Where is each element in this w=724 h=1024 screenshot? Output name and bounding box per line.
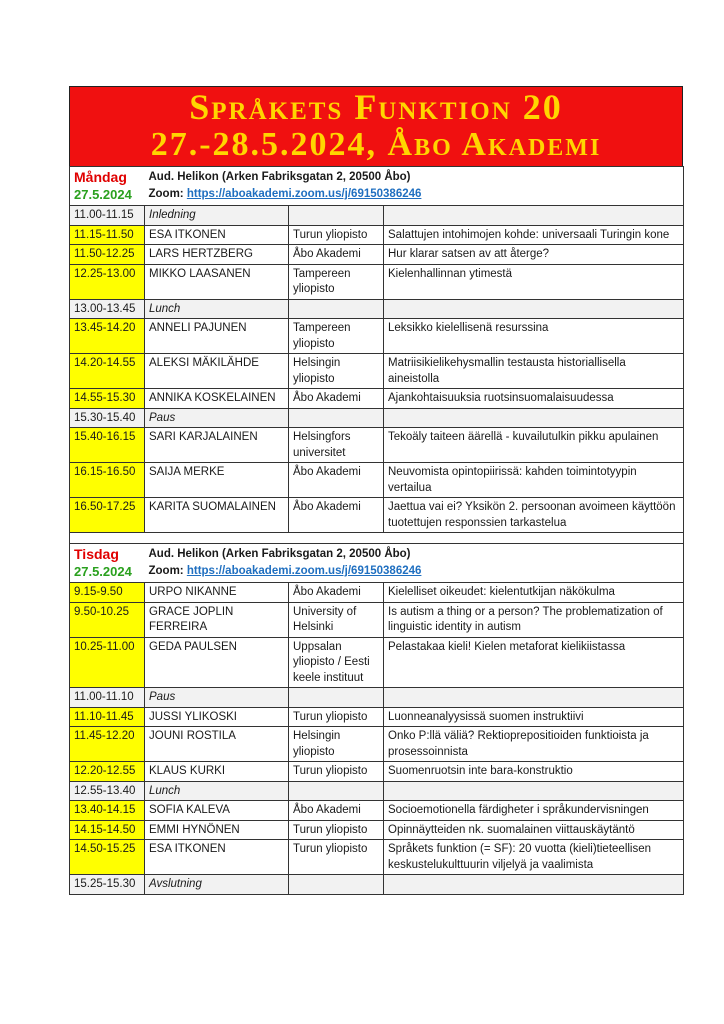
break-label: Inledning (145, 206, 289, 226)
day-label-cell (70, 544, 145, 583)
speaker-name: ALEKSI MÄKILÄHDE (145, 354, 289, 389)
talk-title: Språkets funktion (= SF): 20 vuotta (kieli)tieteellisen keskustelukulttuurin viljelyä ja vaalimista (384, 840, 684, 875)
talk-row (70, 840, 684, 875)
day-header (70, 167, 684, 206)
affiliation: Tampereen yliopisto (289, 319, 384, 354)
talk-title: Pelastakaa kieli! Kielen metaforat kielikiistassa (384, 637, 684, 688)
zoom-link[interactable]: https://aboakademi.zoom.us/j/69150386246 (186, 565, 422, 577)
speaker-name: SOFIA KALEVA (145, 801, 289, 821)
affiliation: Åbo Akademi (289, 583, 384, 603)
affiliation: Åbo Akademi (289, 389, 384, 409)
speaker-name: JUSSI YLIKOSKI (145, 707, 289, 727)
affiliation (289, 206, 384, 226)
day-venue-cell (145, 167, 684, 206)
banner-subtitle: 27.-28.5.2024, Åbo Akademi (150, 126, 602, 163)
zoom-label: Zoom: (148, 188, 184, 200)
talk-row (70, 264, 684, 299)
affiliation: Uppsalan yliopisto / Eesti keele instituut (289, 637, 384, 688)
speaker-name: GEDA PAULSEN (145, 637, 289, 688)
break-row (70, 688, 684, 708)
break-row (70, 299, 684, 319)
time-cell: 14.50-15.25 (70, 840, 145, 875)
speaker-name: KARITA SUOMALAINEN (145, 498, 289, 533)
time-cell: 14.15-14.50 (70, 820, 145, 840)
break-label: Paus (145, 688, 289, 708)
time-cell: 10.25-11.00 (70, 637, 145, 688)
program-page (69, 86, 683, 895)
time-cell: 13.00-13.45 (70, 299, 145, 319)
day-date: 27.5.2024 (74, 187, 132, 202)
talk-row (70, 583, 684, 603)
time-cell: 12.25-13.00 (70, 264, 145, 299)
speaker-name: ESA ITKONEN (145, 225, 289, 245)
talk-title: Kielelliset oikeudet: kielentutkijan näkökulma (384, 583, 684, 603)
zoom-label: Zoom: (148, 565, 184, 577)
talk-title: Socioemotionella färdigheter i språkundervisningen (384, 801, 684, 821)
talk-row (70, 428, 684, 463)
affiliation: Åbo Akademi (289, 245, 384, 265)
time-cell: 15.40-16.15 (70, 428, 145, 463)
talk-row (70, 389, 684, 409)
time-cell: 13.45-14.20 (70, 319, 145, 354)
speaker-name: MIKKO LAASANEN (145, 264, 289, 299)
program-banner (69, 86, 683, 166)
time-cell: 11.10-11.45 (70, 707, 145, 727)
talk-row (70, 225, 684, 245)
talk-title (384, 299, 684, 319)
day-header (70, 544, 684, 583)
break-label: Avslutning (145, 875, 289, 895)
talk-row (70, 354, 684, 389)
talk-row (70, 727, 684, 762)
day-spacer (70, 533, 684, 544)
affiliation: Helsingfors universitet (289, 428, 384, 463)
time-cell: 9.50-10.25 (70, 602, 145, 637)
schedule-body (70, 167, 684, 895)
talk-row (70, 498, 684, 533)
speaker-name: ANNIKA KOSKELAINEN (145, 389, 289, 409)
affiliation: Turun yliopisto (289, 840, 384, 875)
affiliation: University of Helsinki (289, 602, 384, 637)
speaker-name: EMMI HYNÖNEN (145, 820, 289, 840)
speaker-name: SAIJA MERKE (145, 463, 289, 498)
talk-row (70, 463, 684, 498)
talk-title: Leksikko kielellisenä resurssina (384, 319, 684, 354)
time-cell: 13.40-14.15 (70, 801, 145, 821)
zoom-link[interactable]: https://aboakademi.zoom.us/j/69150386246 (186, 188, 422, 200)
break-row (70, 408, 684, 428)
day-venue-cell (145, 544, 684, 583)
affiliation: Åbo Akademi (289, 801, 384, 821)
affiliation: Åbo Akademi (289, 498, 384, 533)
time-cell: 12.20-12.55 (70, 762, 145, 782)
talk-row (70, 245, 684, 265)
break-row (70, 875, 684, 895)
affiliation: Helsingin yliopisto (289, 727, 384, 762)
talk-row (70, 637, 684, 688)
speaker-name: ANNELI PAJUNEN (145, 319, 289, 354)
talk-row (70, 319, 684, 354)
day-name: Måndag (74, 169, 127, 185)
day-date: 27.5.2024 (74, 564, 132, 579)
talk-title: Hur klarar satsen av att återge? (384, 245, 684, 265)
talk-title: Onko P:llä väliä? Rektioprepositioiden funktioista ja prosessoinnista (384, 727, 684, 762)
affiliation: Helsingin yliopisto (289, 354, 384, 389)
speaker-name: GRACE JOPLIN FERREIRA (145, 602, 289, 637)
talk-title: Suomenruotsin inte bara-konstruktio (384, 762, 684, 782)
affiliation (289, 781, 384, 801)
speaker-name: URPO NIKANNE (145, 583, 289, 603)
speaker-name: KLAUS KURKI (145, 762, 289, 782)
talk-title (384, 688, 684, 708)
talk-title (384, 206, 684, 226)
venue-text: Aud. Helikon (Arken Fabriksgatan 2, 20500 Åbo) (148, 548, 411, 560)
time-cell: 11.45-12.20 (70, 727, 145, 762)
speaker-name: JOUNI ROSTILA (145, 727, 289, 762)
talk-title: Salattujen intohimojen kohde: universaali Turingin kone (384, 225, 684, 245)
zoom-line (149, 186, 680, 203)
talk-title: Matriisikielikehysmallin testausta historiallisella aineistolla (384, 354, 684, 389)
time-cell: 12.55-13.40 (70, 781, 145, 801)
break-row (70, 781, 684, 801)
day-label-cell (70, 167, 145, 206)
affiliation: Turun yliopisto (289, 707, 384, 727)
talk-row (70, 707, 684, 727)
talk-title (384, 875, 684, 895)
time-cell: 14.55-15.30 (70, 389, 145, 409)
time-cell: 15.30-15.40 (70, 408, 145, 428)
time-cell: 9.15-9.50 (70, 583, 145, 603)
talk-title: Tekoäly taiteen äärellä - kuvailutulkin pikku apulainen (384, 428, 684, 463)
talk-row (70, 801, 684, 821)
break-label: Paus (145, 408, 289, 428)
speaker-name: LARS HERTZBERG (145, 245, 289, 265)
affiliation (289, 688, 384, 708)
speaker-name: SARI KARJALAINEN (145, 428, 289, 463)
spacer-cell (70, 533, 684, 544)
talk-title (384, 408, 684, 428)
time-cell: 16.50-17.25 (70, 498, 145, 533)
talk-title (384, 781, 684, 801)
time-cell: 16.15-16.50 (70, 463, 145, 498)
day-name: Tisdag (74, 546, 119, 562)
talk-row (70, 602, 684, 637)
affiliation: Turun yliopisto (289, 820, 384, 840)
speaker-name: ESA ITKONEN (145, 840, 289, 875)
affiliation (289, 299, 384, 319)
talk-row (70, 820, 684, 840)
affiliation (289, 408, 384, 428)
time-cell: 11.00-11.10 (70, 688, 145, 708)
time-cell: 15.25-15.30 (70, 875, 145, 895)
talk-title: Kielenhallinnan ytimestä (384, 264, 684, 299)
affiliation: Åbo Akademi (289, 463, 384, 498)
zoom-line (149, 563, 680, 580)
time-cell: 11.15-11.50 (70, 225, 145, 245)
break-label: Lunch (145, 299, 289, 319)
talk-title: Opinnäytteiden nk. suomalainen viittauskäytäntö (384, 820, 684, 840)
affiliation: Turun yliopisto (289, 762, 384, 782)
break-row (70, 206, 684, 226)
affiliation: Tampereen yliopisto (289, 264, 384, 299)
banner-title: Språkets Funktion 20 (189, 87, 563, 127)
time-cell: 11.00-11.15 (70, 206, 145, 226)
time-cell: 11.50-12.25 (70, 245, 145, 265)
venue-text: Aud. Helikon (Arken Fabriksgatan 2, 20500 Åbo) (148, 171, 411, 183)
affiliation (289, 875, 384, 895)
time-cell: 14.20-14.55 (70, 354, 145, 389)
talk-title: Ajankohtaisuuksia ruotsinsuomalaisuudessa (384, 389, 684, 409)
talk-row (70, 762, 684, 782)
break-label: Lunch (145, 781, 289, 801)
talk-title: Neuvomista opintopiirissä: kahden toimintotyypin vertailua (384, 463, 684, 498)
affiliation: Turun yliopisto (289, 225, 384, 245)
talk-title: Jaettua vai ei? Yksikön 2. persoonan avoimeen käyttöön tuotettujen responssien tarkastelua (384, 498, 684, 533)
schedule-table (69, 166, 684, 895)
talk-title: Luonneanalyysissä suomen instruktiivi (384, 707, 684, 727)
talk-title: Is autism a thing or a person? The problematization of linguistic identity in autism (384, 602, 684, 637)
